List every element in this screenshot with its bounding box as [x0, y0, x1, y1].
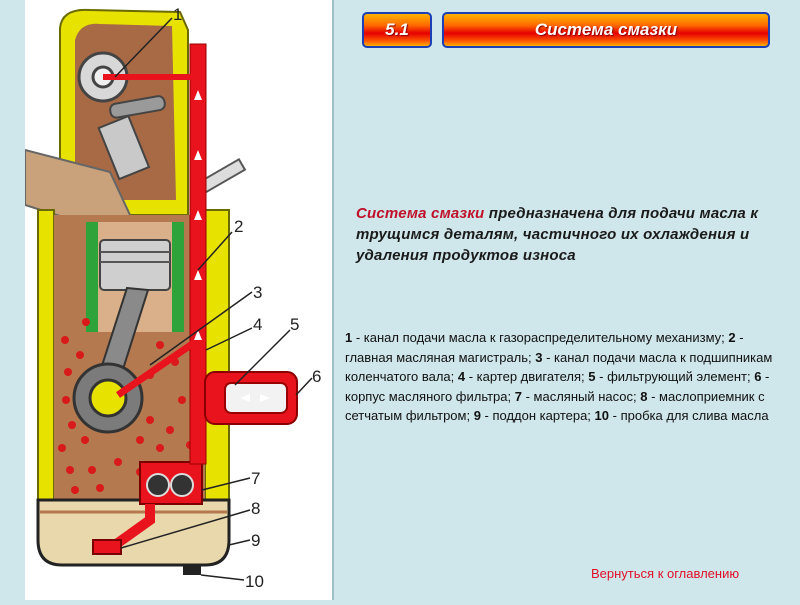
intro-body: предназначена для подачи масла к трущимся деталям, частичного их охлаждения и удаления продуктов износа — [356, 205, 759, 264]
coolant-jacket-left — [86, 222, 98, 332]
legend-text-6: - корпус масляного фильтра; — [345, 369, 770, 404]
legend-num-10: 10 — [594, 408, 610, 423]
panel-divider — [332, 0, 334, 600]
block-wall-left — [38, 210, 54, 540]
legend-num-7: 7 — [514, 388, 522, 404]
intro-text — [356, 203, 776, 266]
legend-num-8: 8 — [640, 388, 648, 404]
callout-2: 2 — [234, 217, 244, 236]
legend-num-2: 2 — [728, 330, 736, 345]
crankshaft-journal — [90, 380, 126, 416]
legend-text-3: - канал подачи масла к подшипникам коленчатого вала; — [345, 349, 773, 384]
intro-term: Система смазки — [356, 205, 485, 222]
pump-gear-right — [171, 474, 193, 496]
legend-text-1: - канал подачи масла к газораспределительному механизму; — [352, 330, 729, 345]
section-title-banner: Система смазки — [442, 12, 770, 48]
legend-text-9: - поддон картера; — [480, 408, 595, 423]
callout-10: 10 — [245, 572, 264, 591]
callout-1: 1 — [173, 5, 183, 24]
legend-num-6: 6 — [754, 369, 762, 384]
filter-element — [225, 383, 287, 413]
legend-text-10: - пробка для слива масла — [609, 408, 769, 423]
oil-pickup-screen — [93, 540, 121, 554]
legend — [345, 328, 790, 426]
callout-7: 7 — [251, 469, 261, 488]
section-number-badge: 5.1 — [362, 12, 432, 48]
callout-6: 6 — [312, 367, 322, 386]
legend-num-4: 4 — [457, 369, 466, 384]
back-to-contents-link[interactable]: Вернуться к оглавлению — [591, 566, 740, 581]
legend-num-9: 9 — [473, 408, 481, 423]
callout-4: 4 — [253, 315, 263, 334]
legend-num-3: 3 — [535, 349, 543, 365]
callout-3: 3 — [253, 283, 263, 302]
legend-text-8: - маслоприемник с сетчатым фильтром; — [345, 388, 765, 423]
legend-num-1: 1 — [345, 330, 353, 345]
piston — [100, 240, 170, 290]
coolant-jacket-right — [172, 222, 184, 332]
drain-plug — [183, 565, 201, 575]
diagram-panel — [25, 0, 332, 600]
legend-text-7: - масляный насос; — [521, 388, 641, 404]
callout-9: 9 — [251, 531, 261, 550]
spark-plug — [200, 159, 245, 192]
legend-text-4: - картер двигателя; — [465, 369, 589, 384]
lubrication-system-diagram — [25, 0, 332, 600]
pump-gear-left — [147, 474, 169, 496]
callout-8: 8 — [251, 499, 261, 518]
main-oil-gallery — [190, 44, 206, 464]
legend-num-5: 5 — [588, 369, 596, 384]
legend-text-5: - фильтрующий элемент; — [595, 369, 755, 384]
legend-text-2: - главная масляная магистраль; — [345, 330, 744, 365]
callout-5: 5 — [290, 315, 300, 334]
